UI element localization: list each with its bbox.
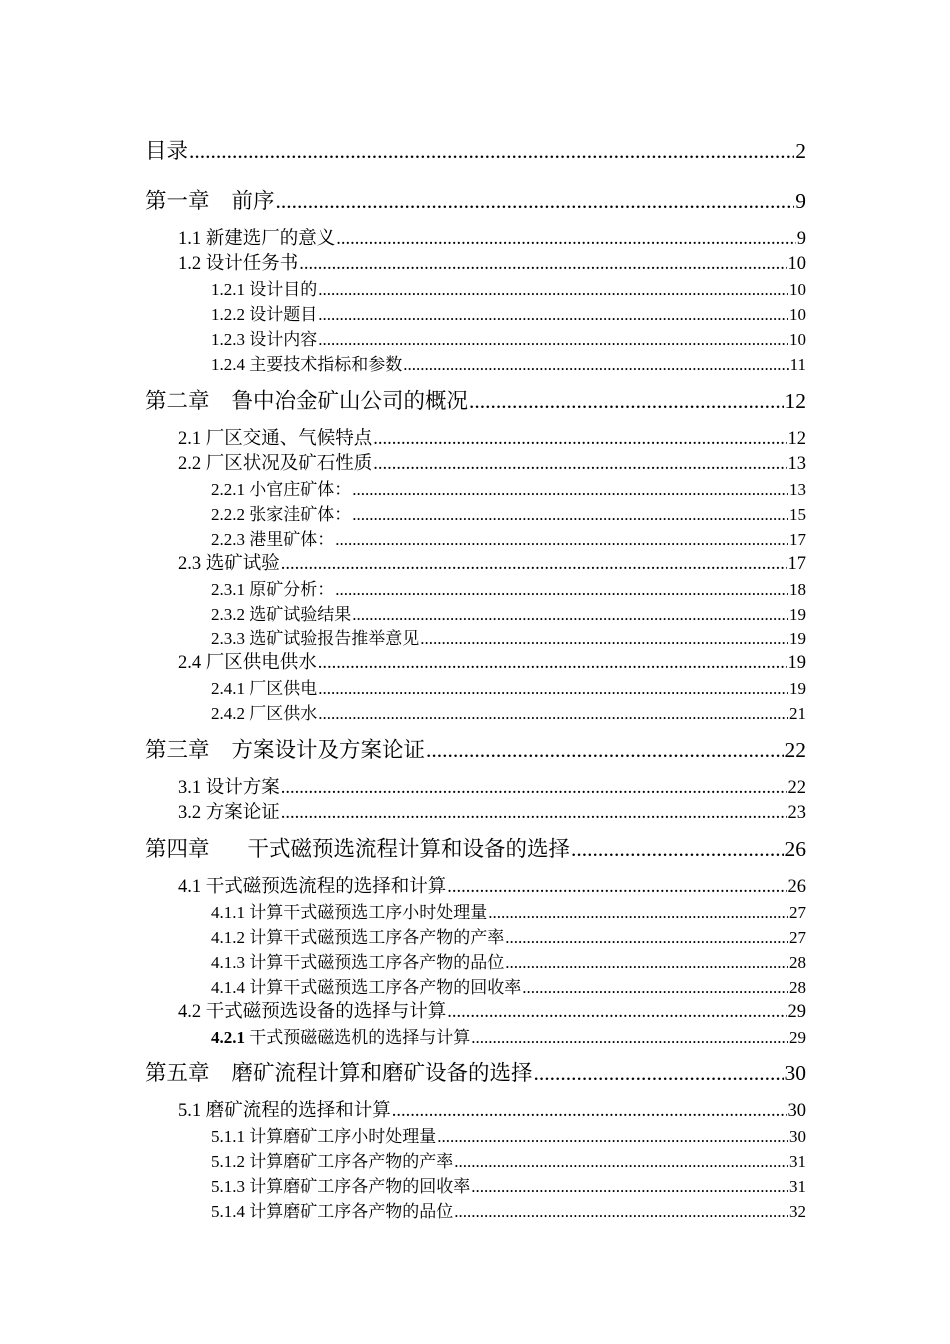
toc-page-number: 9: [795, 189, 806, 213]
toc-leader-dots: [420, 629, 788, 649]
toc-leader-dots: [318, 704, 788, 724]
toc-leader-dots: [505, 953, 788, 973]
toc-page-number: 31: [789, 1152, 806, 1171]
toc-entry-2-4-1[interactable]: [211, 674, 806, 699]
toc-title: 2.3.1 原矿分析：: [211, 580, 335, 599]
toc-page-number: 18: [789, 580, 806, 599]
toc-title: 4.1.1 计算干式磁预选工序小时处理量: [211, 903, 488, 922]
toc-section-number: 4.2.1: [211, 1028, 245, 1047]
toc-title: 2.4 厂区供电供水: [178, 653, 317, 673]
toc-page-number: 31: [789, 1177, 806, 1196]
toc-leader-dots: [373, 454, 786, 475]
toc-chapter-title: 鲁中冶金矿山公司的概况: [231, 389, 469, 413]
toc-leader-dots: [447, 1002, 786, 1023]
toc-entry-4-2[interactable]: [178, 997, 806, 1023]
toc-page-number: 27: [789, 928, 806, 947]
toc-chapter-title: 方案设计及方案论证: [231, 738, 426, 762]
toc-title: 5.1.3 计算磨矿工序各产物的回收率: [211, 1177, 471, 1196]
toc-entry-1-2-3[interactable]: [211, 325, 806, 350]
toc-page-number: 11: [789, 355, 806, 374]
toc-page-number: 19: [789, 679, 806, 698]
toc-entry-chapter-3[interactable]: [145, 733, 806, 764]
toc-leader-dots: [318, 305, 788, 325]
toc-page-number: 27: [789, 903, 806, 922]
toc-page-number: 28: [789, 978, 806, 997]
toc-entry-contents[interactable]: [145, 134, 806, 165]
toc-leader-dots: [281, 554, 787, 575]
toc-leader-dots: [534, 1061, 784, 1086]
toc-title: [145, 184, 275, 215]
toc-leader-dots: [426, 738, 783, 763]
toc-title: [211, 1023, 470, 1048]
toc-leader-dots: [318, 280, 788, 300]
toc-entry-5-1-4[interactable]: [211, 1197, 806, 1222]
toc-entry-4-1-3[interactable]: [211, 948, 806, 973]
toc-title: 4.1.3 计算干式磁预选工序各产物的品位: [211, 953, 505, 972]
toc-title: 2.2 厂区状况及矿石性质: [178, 454, 373, 474]
toc-entry-1-1[interactable]: [178, 224, 806, 250]
toc-page-number: 10: [789, 305, 806, 324]
toc-entry-1-2-1[interactable]: [211, 275, 806, 300]
toc-title: 2.3 选矿试验: [178, 554, 280, 574]
toc-entry-2-2[interactable]: [178, 449, 806, 475]
toc-page-number: 30: [784, 1061, 806, 1085]
toc-entry-chapter-5[interactable]: [145, 1056, 806, 1087]
toc-page-number: 19: [789, 629, 806, 648]
toc-leader-dots: [318, 679, 788, 699]
toc-page-number: 12: [787, 429, 806, 449]
toc-page-number: 26: [784, 837, 806, 861]
toc-title: 2.1 厂区交通、气候特点: [178, 429, 373, 449]
toc-leader-dots: [373, 429, 786, 450]
toc-chapter-number: 第四章: [145, 837, 210, 861]
toc-leader-dots: [352, 605, 788, 625]
toc-page-number: 22: [787, 778, 806, 798]
toc-entry-chapter-1[interactable]: [145, 184, 806, 215]
toc-leader-dots: [335, 580, 788, 600]
toc-title: 1.2.2 设计题目: [211, 305, 318, 324]
toc-title: 2.4.2 厂区供水: [211, 704, 318, 723]
toc-leader-dots: [281, 778, 787, 799]
toc-title: 2.4.1 厂区供电: [211, 679, 318, 698]
toc-entry-1-2-4[interactable]: [211, 350, 806, 375]
toc-title: 4.1.2 计算干式磁预选工序各产物的产率: [211, 928, 505, 947]
toc-page-number: 28: [789, 953, 806, 972]
toc-title: 4.1.4 计算干式磁预选工序各产物的回收率: [211, 978, 522, 997]
toc-page-number: 17: [787, 554, 806, 574]
toc-leader-dots: [454, 1202, 788, 1222]
toc-title: 5.1 磨矿流程的选择和计算: [178, 1101, 391, 1121]
toc-entry-5-1-1[interactable]: [211, 1122, 806, 1147]
toc-entry-chapter-2[interactable]: [145, 384, 806, 415]
toc-leader-dots: [471, 1028, 788, 1048]
toc-entry-chapter-4[interactable]: [145, 832, 806, 863]
toc-title: 4.2 干式磁预选设备的选择与计算: [178, 1002, 447, 1022]
toc-title: [145, 384, 468, 415]
toc-page-number: 10: [789, 280, 806, 299]
toc-leader-dots: [189, 139, 794, 164]
toc-chapter-number: 第三章: [145, 738, 210, 762]
toc-title: 5.1.2 计算磨矿工序各产物的产率: [211, 1152, 454, 1171]
toc-chapter-number: 第五章: [145, 1061, 210, 1085]
toc-leader-dots: [447, 877, 786, 898]
toc-entry-4-2-1[interactable]: [211, 1023, 806, 1048]
toc-entry-5-1-2[interactable]: [211, 1147, 806, 1172]
toc-page-number: 13: [787, 454, 806, 474]
toc-entry-2-3-2[interactable]: [211, 600, 806, 625]
toc-page-number: 10: [789, 330, 806, 349]
toc-title: 5.1.4 计算磨矿工序各产物的品位: [211, 1202, 454, 1221]
toc-entry-4-1-2[interactable]: [211, 923, 806, 948]
toc-entry-2-2-1[interactable]: [211, 475, 806, 500]
toc-leader-dots: [437, 1127, 788, 1147]
toc-page-number: 10: [787, 254, 806, 274]
toc-page-number: 9: [796, 229, 806, 249]
toc-entry-1-2-2[interactable]: [211, 300, 806, 325]
toc-title: 2.2.2 张家洼矿体：: [211, 505, 352, 524]
toc-page-number: 19: [787, 653, 806, 673]
toc-page-number: 23: [787, 803, 806, 823]
toc-title: 1.2.3 设计内容: [211, 330, 318, 349]
toc-title: 4.1 干式磁预选流程的选择和计算: [178, 877, 447, 897]
toc-page-number: 19: [789, 605, 806, 624]
toc-title: 5.1.1 计算磨矿工序小时处理量: [211, 1127, 437, 1146]
toc-title: [145, 832, 570, 863]
toc-page-number: 29: [789, 1028, 806, 1047]
toc-leader-dots: [392, 1101, 787, 1122]
toc-leader-dots: [471, 1177, 788, 1197]
toc-entry-2-1[interactable]: [178, 424, 806, 450]
toc-leader-dots: [522, 978, 788, 998]
toc-page-number: 15: [789, 505, 806, 524]
toc-entry-2-4[interactable]: [178, 648, 806, 674]
toc-title: 2.3.3 选矿试验报告推举意见: [211, 629, 420, 648]
toc-entry-4-1[interactable]: [178, 872, 806, 898]
toc-leader-dots: [469, 389, 783, 414]
toc-page-number: 12: [784, 389, 806, 413]
toc-entry-2-3-1[interactable]: [211, 575, 806, 600]
toc-leader-dots: [403, 355, 788, 375]
toc-entry-1-2[interactable]: [178, 249, 806, 275]
toc-leader-dots: [352, 505, 788, 525]
toc-entry-3-1[interactable]: [178, 773, 806, 799]
toc-entry-2-2-3[interactable]: [211, 525, 806, 550]
toc-title: [145, 733, 425, 764]
toc-entry-3-2[interactable]: [178, 798, 806, 824]
toc-entry-5-1[interactable]: [178, 1096, 806, 1122]
toc-entry-2-3-3[interactable]: [211, 624, 806, 649]
toc-chapter-number: 第一章: [145, 189, 210, 213]
toc-page-number: 32: [789, 1202, 806, 1221]
toc-leader-dots: [318, 330, 788, 350]
toc-entry-2-2-2[interactable]: [211, 500, 806, 525]
toc-title: 2.3.2 选矿试验结果: [211, 605, 352, 624]
toc-title: 1.2 设计任务书: [178, 254, 299, 274]
toc-title: 目录: [145, 139, 189, 163]
toc-entry-4-1-4[interactable]: [211, 973, 806, 998]
toc-page-number: 26: [787, 877, 806, 897]
toc-title: 2.2.3 港里矿体：: [211, 530, 335, 549]
toc-title: 3.1 设计方案: [178, 778, 280, 798]
toc-page-number: 30: [789, 1127, 806, 1146]
toc-entry-5-1-3[interactable]: [211, 1172, 806, 1197]
toc-page-number: 22: [784, 738, 806, 762]
toc-leader-dots: [335, 530, 788, 550]
toc-page-number: 30: [787, 1101, 806, 1121]
toc-chapter-number: 第二章: [145, 389, 210, 413]
toc-leader-dots: [454, 1152, 788, 1172]
toc-page-number: 29: [787, 1002, 806, 1022]
toc-leader-dots: [488, 903, 788, 923]
toc-page-number: 2: [795, 139, 806, 163]
toc-page-number: 13: [789, 480, 806, 499]
toc-leader-dots: [281, 803, 787, 824]
toc-leader-dots: [571, 837, 783, 862]
toc-page-number: 17: [789, 530, 806, 549]
toc-title: 1.1 新建选厂的意义: [178, 229, 336, 249]
toc-title: 3.2 方案论证: [178, 803, 280, 823]
toc-leader-dots: [505, 928, 788, 948]
toc-entry-2-4-2[interactable]: [211, 699, 806, 724]
toc-page-number: 21: [789, 704, 806, 723]
toc-section-title: 干式预磁磁选机的选择与计算: [249, 1028, 471, 1047]
toc-entry-4-1-1[interactable]: [211, 898, 806, 923]
toc-title: [145, 1056, 533, 1087]
toc-title: 2.2.1 小官庄矿体：: [211, 480, 352, 499]
toc-title: 1.2.1 设计目的: [211, 280, 318, 299]
toc-title: 1.2.4 主要技术指标和参数: [211, 355, 403, 374]
toc-leader-dots: [299, 254, 786, 275]
toc-leader-dots: [318, 653, 787, 674]
toc-leader-dots: [336, 229, 795, 250]
toc-chapter-title: 干式磁预选流程计算和设备的选择: [247, 837, 571, 861]
toc-entry-2-3[interactable]: [178, 549, 806, 575]
toc-leader-dots: [276, 189, 795, 214]
toc-chapter-title: 前序: [231, 189, 275, 213]
toc-chapter-title: 磨矿流程计算和磨矿设备的选择: [231, 1061, 533, 1085]
toc-leader-dots: [352, 480, 788, 500]
